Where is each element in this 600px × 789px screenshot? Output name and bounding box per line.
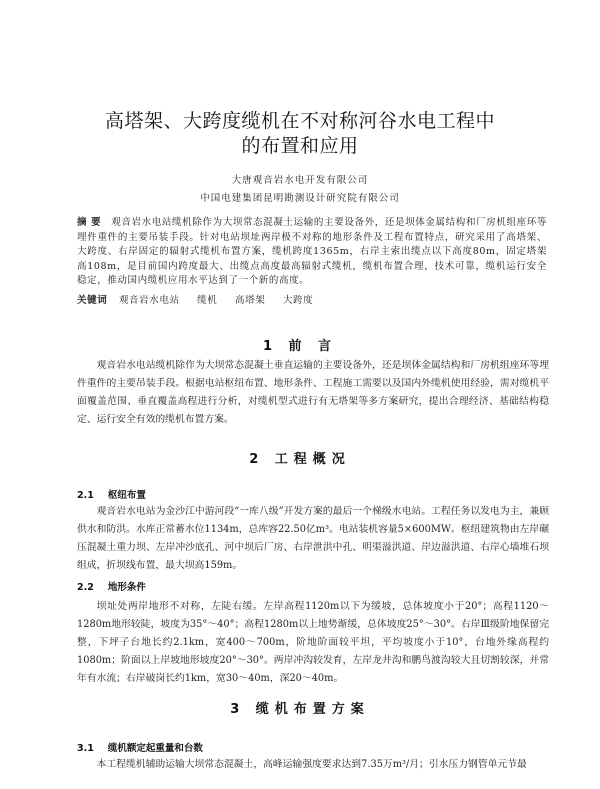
section-heading-introduction: 1 前 言 (262, 339, 338, 354)
keyword: 大跨度 (282, 295, 314, 306)
subsection-title: 地形条件 (107, 582, 146, 593)
keywords (77, 292, 547, 306)
abstract-text: 观音岩水电站缆机除作为大坝常态混凝土运输的主要设备外，还是坝体金属结构和厂房机组座环等埋件重件的主要吊装手段。针对电站坝址两岸极不对称的地形条件及工程布置特点，研究采用了高塔架、大跨度、右岸固定的辐射式缆机布置方案，缆机跨度1365m，右岸主索出缆点以下高度80m，固定塔架高108m，是目前国内跨度最大、出缆点高度最高辐射式缆机，缆机布置合理，技术可靠，缆机运行安全稳定，推动国内缆机应用水平达到了一个新的高度。 (77, 217, 547, 286)
subsection-2-2-paragraph: 坝址处两岸地形不对称，左陡右缓。左岸高程1120m以下为缓坡，总体坡度小于20°；高程1120～1280m地形较陡，坡度为35°～40°；高程1280m以上地势渐缓，总体坡度25°～30°。右岸Ⅲ级阶地保留完整，下坪子台地长约2.1km，宽400～700m，阶地阶面较平坦，平均坡度小于10°，台地外缘高程约1080m；阶面以上岸坡地形坡度20°～30°。两岸冲沟较发育，左岸龙井沟和鹏鸟渡沟较大且切割较深，并常年有水流；右岸破岗长约1km，宽30～40m，深20～40m。 (77, 601, 549, 684)
subsection-number: 2.2 (77, 582, 94, 593)
subsection-heading-layout (77, 487, 146, 501)
section-1-paragraph: 观音岩水电站缆机除作为大坝常态混凝土垂直运输的主要设备外，还是坝体金属结构和厂房机组座环等埋件重件的主要吊装手段。根据电站枢纽布置、地形条件、工程施工需要以及国内外缆机使用经验，需对缆机平面覆盖范围、垂直覆盖高程进行分析，对缆机型式进行有无塔架等多方案研究，提出合理经济、基础结构稳定、运行安全有效的缆机布置方案。 (77, 360, 549, 425)
subsection-3-1-paragraph: 本工程缆机辅助运输大坝常态混凝土，高峰运输强度要求达到7.35万m³/月；引水压力钢管单元节最 (96, 759, 527, 770)
keywords-label: 关键词 (77, 295, 108, 306)
subsection-title: 枢纽布置 (107, 490, 146, 501)
subsection-number: 3.1 (77, 743, 94, 754)
affiliation-2: 中国电建集团昆明勘测设计研究院有限公司 (200, 193, 400, 204)
section-heading-project-overview: 2 工程概况 (249, 452, 351, 467)
subsection-2-1-paragraph: 观音岩水电站为金沙江中游河段“一库八级”开发方案的最后一个梯级水电站。工程任务以发电为主，兼顾供水和防洪。水库正常蓄水位1134m，总库容22.50亿m³。电站装机容量5×600MW。枢纽建筑物由左岸碾压混凝土重力坝、左岸冲沙底孔、河中坝后厂房、右岸泄洪中孔、明渠溢洪道、岸边溢洪道、右岸心墙堆石坝组成，折坝线布置，最大坝高159m。 (77, 506, 549, 571)
subsection-heading-rated-capacity (77, 740, 203, 754)
affiliation-1: 大唐观音岩水电开发有限公司 (231, 175, 369, 186)
abstract (77, 216, 547, 289)
subsection-title: 缆机额定起重量和台数 (107, 743, 203, 754)
abstract-label: 摘 要 (77, 217, 102, 228)
section-heading-cable-crane-layout: 3 缆机布置方案 (230, 702, 370, 717)
keyword: 缆机 (197, 295, 218, 306)
keyword: 高塔架 (235, 295, 266, 306)
subsection-heading-terrain (77, 579, 146, 593)
keyword: 观音岩水电站 (118, 295, 180, 306)
subsection-number: 2.1 (77, 490, 94, 501)
paper-title-line-2: 的布置和应用 (241, 135, 359, 157)
paper-title-line-1: 高塔架、大跨度缆机在不对称河谷水电工程中 (104, 110, 495, 132)
